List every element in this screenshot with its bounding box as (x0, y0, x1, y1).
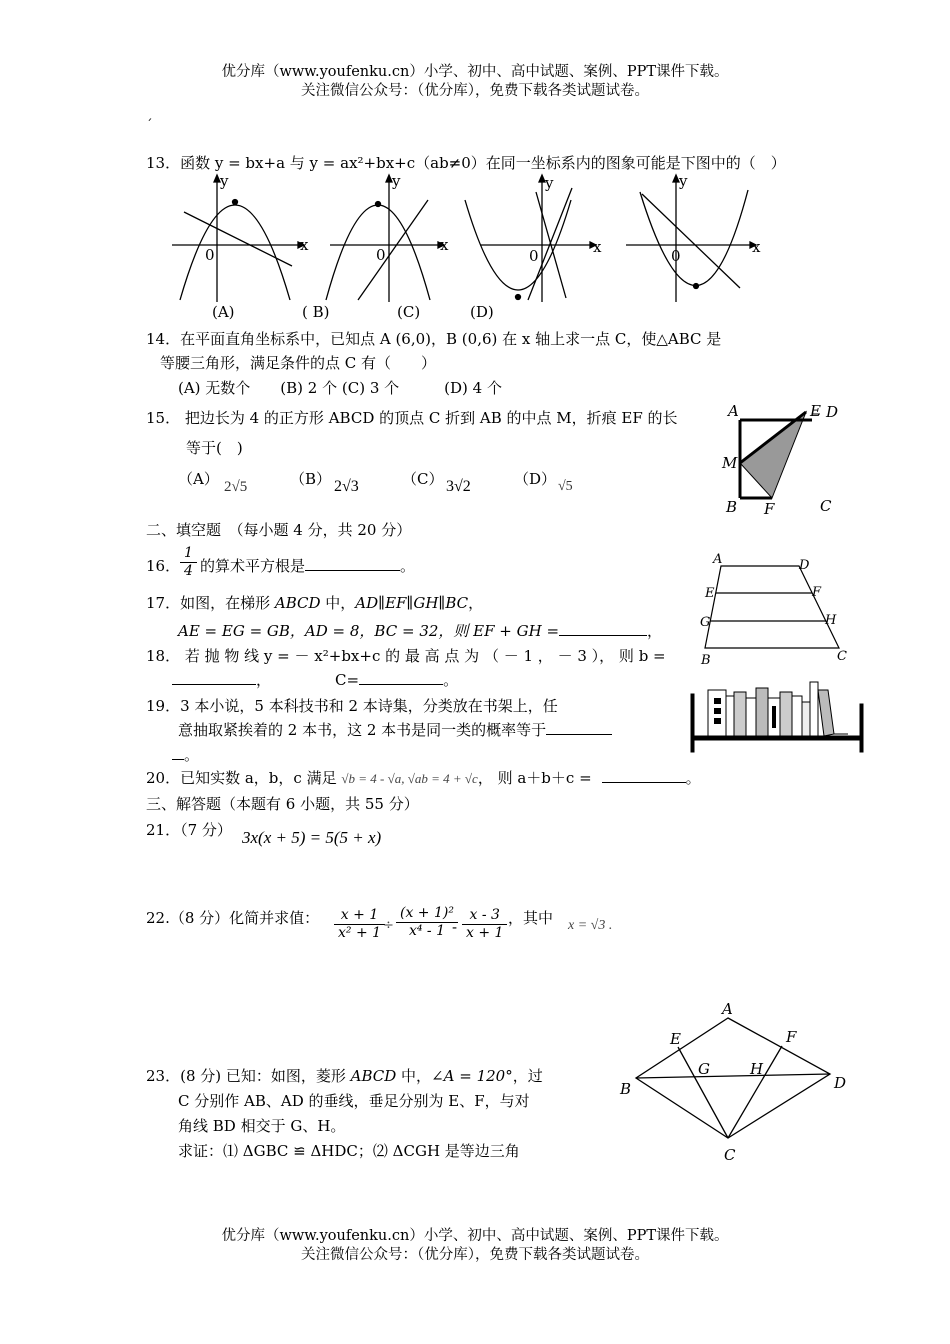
q17-label-b: B (701, 653, 711, 668)
q15-fold-square-figure (716, 398, 846, 520)
question-16-text (200, 555, 415, 576)
q15-label-m: M (722, 454, 738, 472)
graph-a-origin: 0 (205, 246, 215, 264)
q22-where-text: ，其中 (508, 909, 554, 927)
question-23-line-1 (146, 1065, 543, 1086)
q16-fraction (180, 545, 197, 580)
q23-line1-c: ，过 (512, 1067, 543, 1085)
question-17-line-1: 17．如图，在梯形 ABCD 中，AD∥EF∥GH∥BC， (146, 594, 484, 612)
q23-label-a: A (722, 1000, 733, 1018)
question-23-line-4: 求证：⑴ ΔGBC ≌ ΔHDC；⑵ ΔCGH 是等边三角 (178, 1142, 520, 1160)
q15-label-c: C (820, 497, 832, 515)
q22-f2-numerator: (x + 1)² (396, 905, 458, 923)
q13-graphs-figure (160, 170, 780, 322)
graph-d-label: (D) (470, 303, 494, 321)
q23-label-c: C (724, 1146, 736, 1164)
q22-divide-sign: ÷ (383, 918, 394, 933)
question-19-line-3: 。 (172, 744, 199, 765)
q23-label-f: F (786, 1028, 797, 1046)
q23-abcd: ABCD (350, 1067, 397, 1085)
question-23-line-2: C 分别作 AB、AD 的垂线，垂足分别为 E、F，与对 (178, 1092, 530, 1110)
q17-label-e: E (705, 586, 715, 601)
graph-c-label: (C) (397, 303, 421, 321)
question-18-line-2: ， C= 。 (172, 669, 458, 690)
graph-d-y-label: y (679, 172, 688, 190)
q15-label-f: F (764, 500, 775, 518)
q18-c-answer-blank[interactable] (359, 670, 443, 685)
q22-fraction-2 (396, 905, 458, 940)
q15-label-d: D (826, 403, 839, 421)
q16-end: 。 (400, 557, 416, 575)
graph-b-origin: 0 (376, 246, 386, 264)
q15-label-b: B (726, 498, 738, 516)
q23-label-d: D (834, 1074, 847, 1092)
q23-line1-b: 中， (396, 1067, 432, 1085)
q17-line2: AE = EG = GB，AD = 8，BC = 32，则 EF + GH = (178, 622, 560, 640)
q17-label-c: C (837, 649, 847, 664)
q20-text-b: ， 则 a＋b＋c = (477, 769, 592, 787)
graph-d-origin: 0 (671, 247, 681, 265)
q23-label-h: H (750, 1060, 764, 1078)
q18-b-answer-blank[interactable] (172, 670, 256, 685)
question-17-line-2: AE = EG = GB，AD = 8，BC = 32，则 EF + GH = ， (178, 622, 663, 640)
q22-x-value: x = √3 . (568, 918, 613, 933)
q19-line2-text: 意抽取紧挨着的 2 本书，这 2 本书是同一类的概率等于 (178, 721, 547, 739)
q17-trapezoid-figure (697, 552, 857, 668)
q20-end: 。 (685, 769, 701, 787)
q15-value-b: 2√3 (334, 478, 359, 495)
footer-line-1: 优分库（www.youfenku.cn）小学、初中、高中试题、案例、PPT课件下载。 (221, 1228, 729, 1244)
question-22-label: 22.（8 分）化简并求值： (146, 909, 320, 927)
question-23-line-3: 角线 BD 相交于 G、H。 (178, 1117, 346, 1135)
graph-a-y-label: y (220, 172, 229, 190)
graph-c-y-label: y (545, 174, 554, 192)
graph-a-x-label: x (300, 236, 309, 254)
question-19-line-2 (178, 719, 612, 740)
q17-label-h: H (825, 613, 837, 628)
header-line-2: 关注微信公众号：（优分库），免费下载各类试题试卷。 (301, 83, 649, 99)
q15-option-b: （B） (290, 470, 332, 488)
graph-c-x-label: x (593, 238, 602, 256)
q22-fraction-1 (334, 907, 385, 942)
question-19-line-1: 19．3 本小说，5 本科技书和 2 本诗集，分类放在书架上，任 (146, 697, 558, 715)
graph-b-label: ( B) (302, 303, 330, 321)
question-21-label: 21．（7 分） (146, 821, 232, 839)
q20-answer-blank[interactable] (602, 768, 686, 783)
q22-f3-denominator: x + 1 (466, 925, 504, 941)
graph-d-x-label: x (752, 238, 761, 256)
q22-f2-denominator: x⁴ - 1 (408, 923, 446, 939)
q23-angle: ∠A = 120° (431, 1067, 513, 1085)
q17-parallel: AD∥EF∥GH∥BC (355, 594, 469, 612)
question-14-options: (A) 无数个 (B) 2 个 (C) 3 个 (D) 4 个 (178, 379, 502, 397)
q15-value-c: 3√2 (446, 478, 471, 495)
q15-label-e: E (810, 402, 821, 420)
question-14-line-2: 等腰三角形，满足条件的点 C 有（ ） (160, 354, 437, 372)
section-3-heading: 三、解答题（本题有 6 小题，共 55 分） (146, 795, 419, 813)
question-13-text: 13．函数 y = bx+a 与 y = ax²+bx+c（ab≠0）在同一坐标系内的图象可能是下图中的（ ） (146, 154, 786, 172)
footer-line-2: 关注微信公众号：（优分库），免费下载各类试题试卷。 (301, 1247, 649, 1263)
q23-rhombus-figure (612, 998, 862, 1166)
q22-fraction-3 (462, 907, 507, 942)
q18-c-label: C= (335, 671, 360, 689)
q22-f1-numerator: x + 1 (334, 907, 385, 925)
stray-mark: ˊ (146, 118, 153, 133)
question-20-text (146, 767, 701, 788)
q19-bookshelf-figure (688, 676, 866, 754)
q17-label-d: D (799, 558, 810, 573)
q15-option-a: （A） (178, 470, 219, 488)
q15-value-a: 2√5 (224, 479, 248, 495)
q22-minus-sign: - (452, 918, 458, 936)
q17-answer-blank[interactable] (559, 621, 647, 636)
graph-a-label: (A) (212, 303, 235, 321)
q23-label-b: B (620, 1080, 632, 1098)
graph-c-origin: 0 (529, 247, 539, 265)
q22-f3-numerator: x - 3 (462, 907, 507, 925)
q15-option-c: （C） (402, 470, 444, 488)
q19-answer-blank-cont (172, 745, 184, 760)
q23-line1-a: 23．(8 分) 已知：如图，菱形 (146, 1067, 351, 1085)
q16-answer-blank[interactable] (305, 556, 400, 571)
question-18-line-1: 18． 若 抛 物 线 y = － x²+bx+c 的 最 高 点 为 （ － 1 ， － 3 ）， 则 b = (146, 647, 666, 665)
q23-label-g: G (698, 1060, 710, 1078)
question-15-line-1: 15． 把边长为 4 的正方形 ABCD 的顶点 C 折到 AB 的中点 M，折痕 EF 的长 (146, 409, 678, 427)
graph-b-y-label: y (392, 172, 401, 190)
q16-fraction-numerator: 1 (180, 545, 197, 563)
q17-label-g: G (700, 615, 711, 630)
q17-line1-a: 17．如图，在梯形 (146, 594, 275, 612)
q15-value-d: √5 (558, 479, 573, 494)
q17-label-a: A (713, 552, 723, 567)
section-2-heading: 二、填空题 （每小题 4 分，共 20 分） (146, 521, 412, 539)
q19-answer-blank[interactable] (546, 720, 612, 735)
question-14-line-1: 14．在平面直角坐标系中，已知点 A (6,0)，B (0,6) 在 x 轴上求一点 C，使△ABC 是 (146, 330, 722, 348)
question-15-line-2: 等于( ) (186, 439, 243, 457)
question-21-equation: 3x(x + 5) = 5(5 + x) (242, 828, 382, 847)
q16-text: 的算术平方根是 (200, 557, 306, 575)
q15-label-a: A (728, 402, 739, 420)
q20-condition: √b = 4 - √a, √ab = 4 + √c (341, 771, 478, 786)
q17-abcd: ABCD (274, 594, 321, 612)
graph-b-x-label: x (440, 236, 449, 254)
question-16-number: 16． (146, 557, 181, 575)
q17-line1-b: 中， (320, 594, 356, 612)
q15-option-d: （D） (514, 470, 557, 488)
q22-f1-denominator: x² + 1 (338, 925, 382, 941)
q17-label-f: F (812, 585, 822, 600)
q20-text-a: 20．已知实数 a，b，c 满足 (146, 769, 342, 787)
q23-label-e: E (670, 1030, 681, 1048)
q16-fraction-denominator: 4 (184, 563, 193, 579)
header-line-1: 优分库（www.youfenku.cn）小学、初中、高中试题、案例、PPT课件下载。 (221, 64, 729, 80)
